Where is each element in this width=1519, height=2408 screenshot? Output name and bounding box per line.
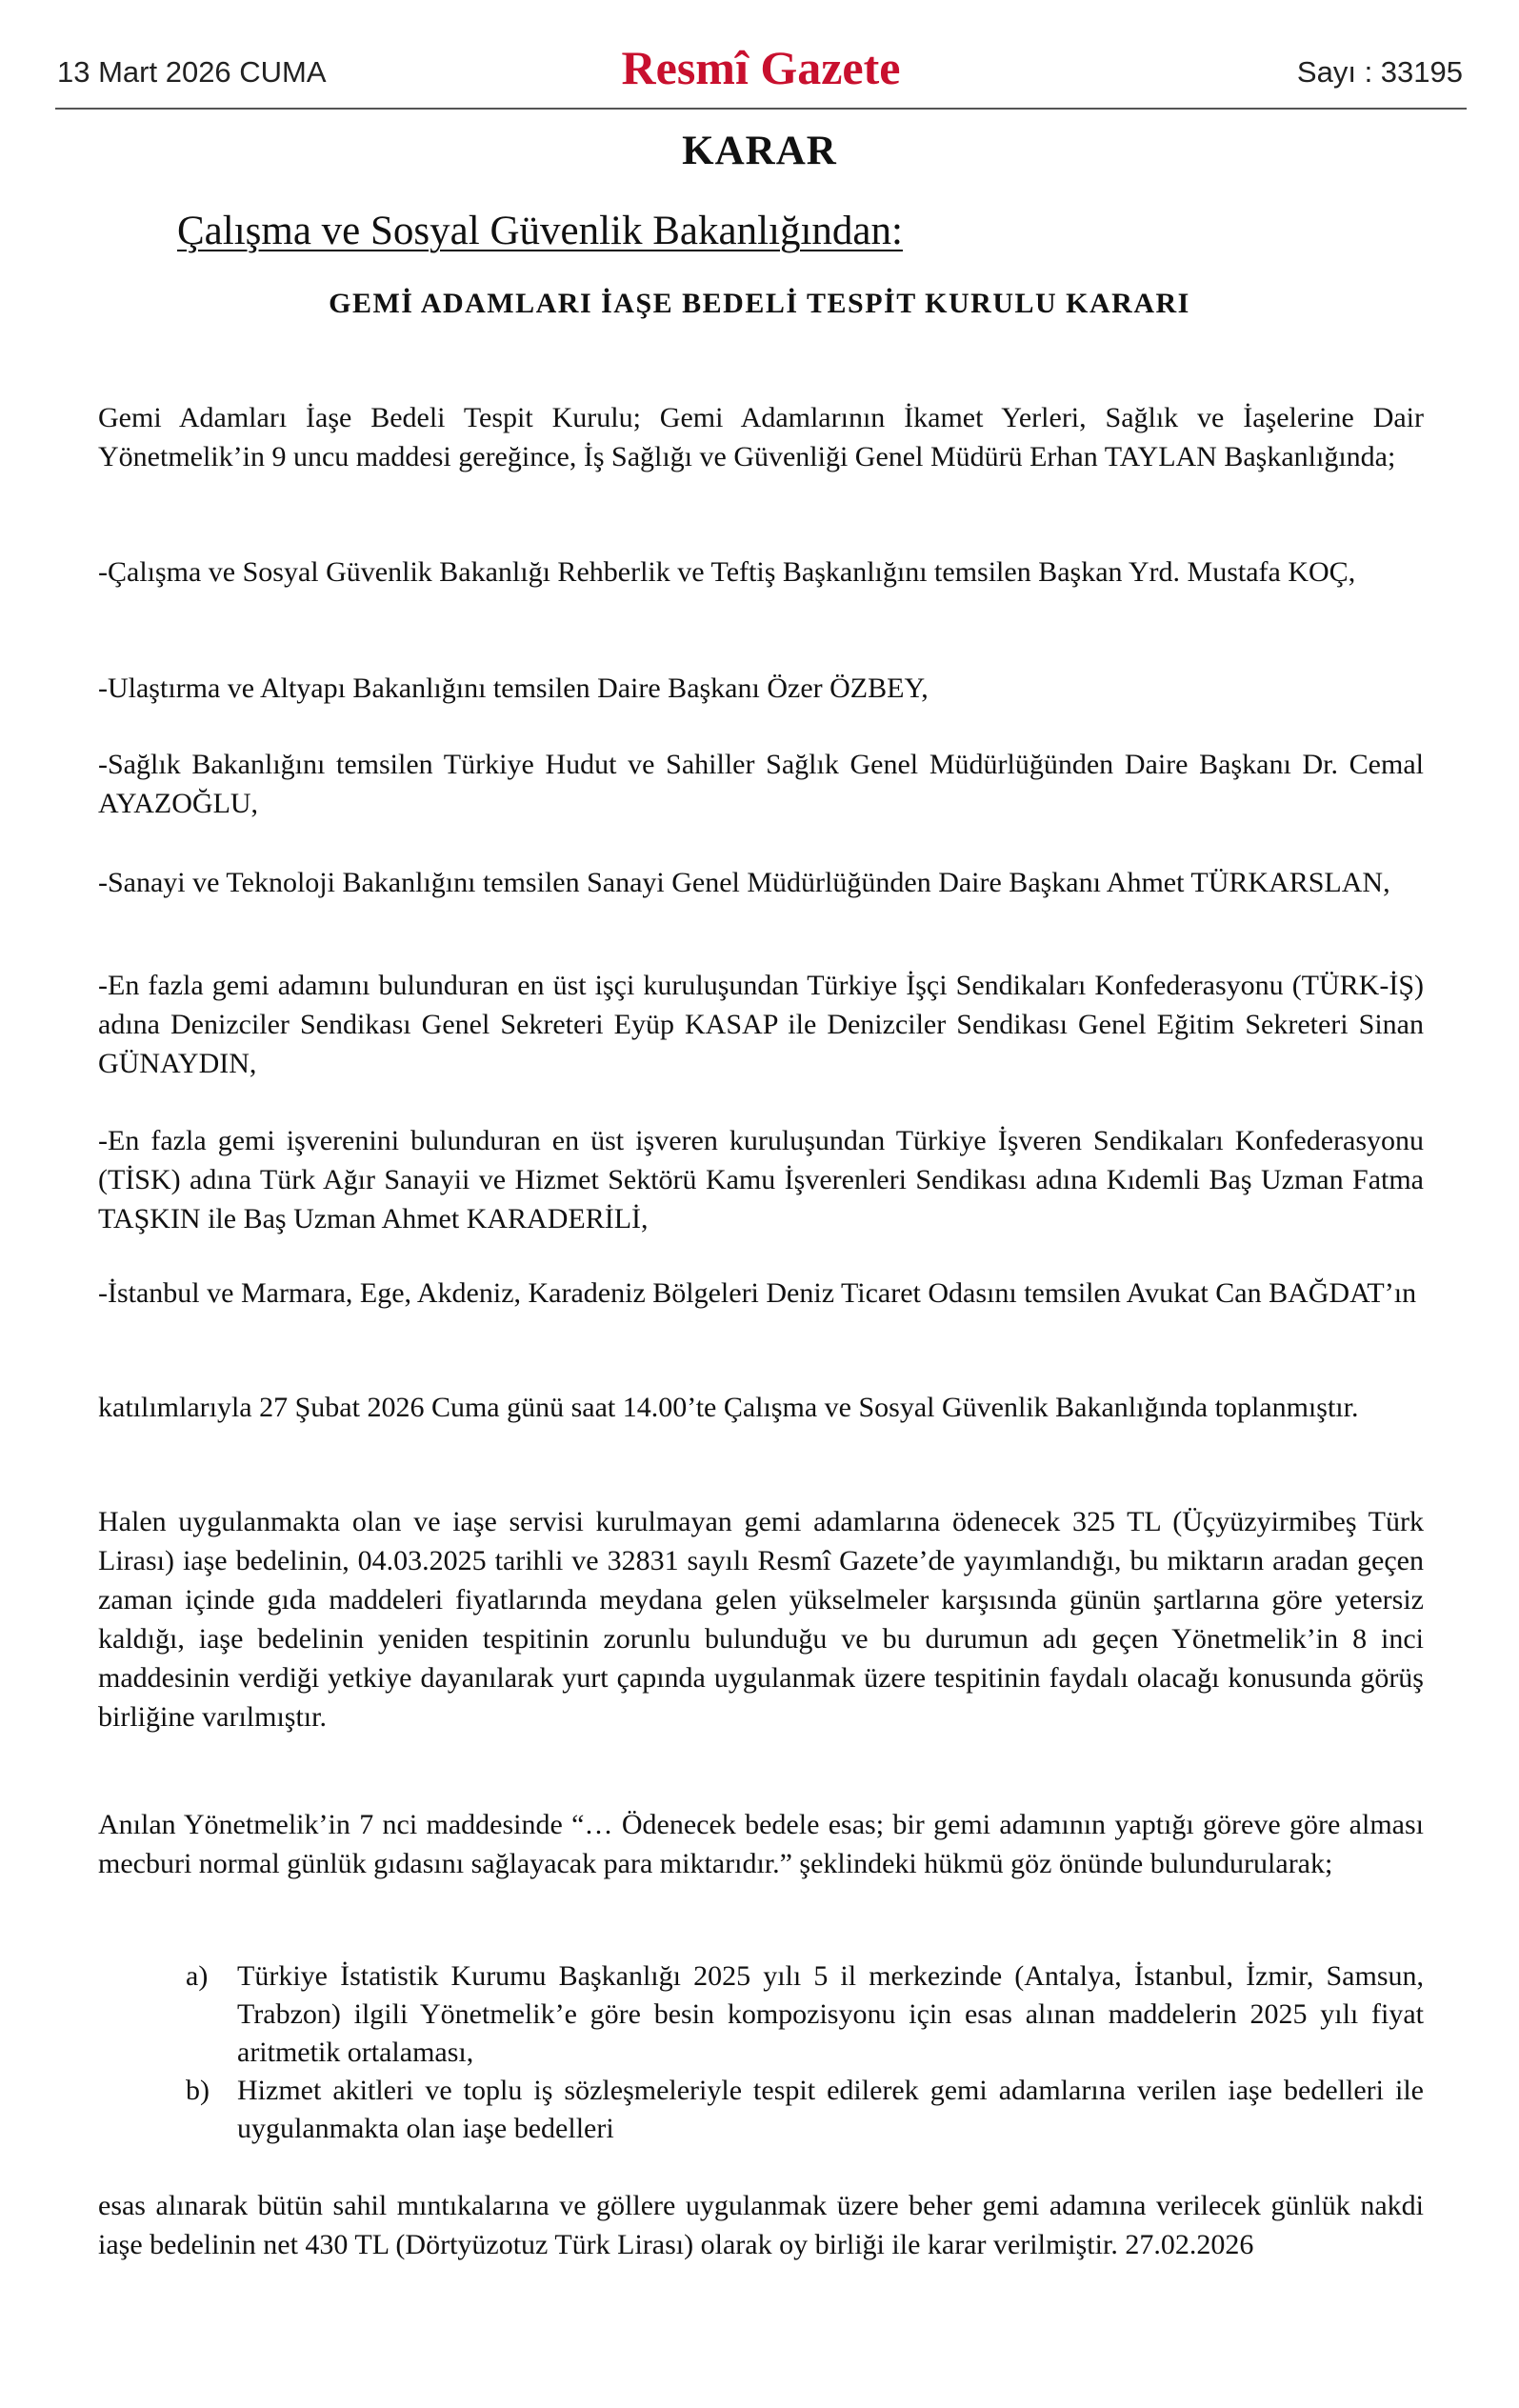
issue-number: Sayı : 33195 (1296, 55, 1463, 89)
header-divider (55, 108, 1467, 110)
criteria-list (98, 1957, 1424, 2148)
paragraph-member: -İstanbul ve Marmara, Ege, Akdeniz, Karadeniz Bölgeleri Deniz Ticaret Odasını temsilen Avukat Can BAĞDAT’ın (98, 1277, 1417, 1309)
paragraph-member: -Çalışma ve Sosyal Güvenlik Bakanlığı Rehberlik ve Teftiş Başkanlığını temsilen Başkan Yrd. Mustafa KOÇ, (98, 556, 1356, 588)
paragraph-member: -En fazla gemi adamını bulunduran en üst işçi kuruluşundan Türkiye İşçi Sendikaları Konfederasyonu (TÜRK-İŞ) adına Denizciler Sendikası Genel Sekreteri Eyüp KASAP ile Denizciler Sendikası Genel Eğitim Sekreteri Sinan GÜNAYDIN, (98, 970, 1424, 1079)
paragraph-intro: Gemi Adamları İaşe Bedeli Tespit Kurulu; Gemi Adamlarının İkamet Yerleri, Sağlık ve İaşelerine Dair Yönetmelik’in 9 uncu maddesi gereğince, İş Sağlığı ve Güvenliği Genel Müdürü Erhan TAYLAN Başkanlığında; (98, 402, 1424, 472)
paragraph-regulation: Anılan Yönetmelik’in 7 nci maddesinde “… Ödenecek bedele esas; bir gemi adamının yaptığı göreve göre alması mecburi normal günlük gıdasını sağlayacak para miktarıdır.” şeklindeki hükmü göz önünde bulundurularak; (98, 1809, 1424, 1879)
section-heading: KARAR (682, 129, 837, 173)
list-marker: b) (186, 2075, 210, 2106)
paragraph-background: Halen uygulanmakta olan ve iaşe servisi kurulmayan gemi adamlarına ödenecek 325 TL (Üçyüzyirmibeş Türk Lirası) iaşe bedelinin, 04.03.2025 tarihli ve 32831 sayılı Resmî Gazete’de yayımlandığı, bu miktarın aradan geçen zaman içinde gıda maddeleri fiyatlarında meydana gelen yükselmeler karşısında günün şartlarına göre yetersiz kaldığı, iaşe bedelinin yeniden tespitinin zorunlu bulunduğu ve bu durumun adı geçen Yönetmelik’in 8 inci maddesinin verdiği yetkiye dayanılarak yurt çapında uygulanmak üzere tespitinin faydalı olacağı konusunda görüş birliğine varılmıştır. (98, 1506, 1424, 1733)
list-item-text: Hizmet akitleri ve toplu iş sözleşmeleriyle tespit edilerek gemi adamlarına verilen iaşe bedelleri ile uygulanmakta olan iaşe bedelleri (237, 2075, 1424, 2144)
gazette-masthead: Resmî Gazete (621, 41, 901, 94)
paragraph-meeting: katılımlarıyla 27 Şubat 2026 Cuma günü saat 14.00’te Çalışma ve Sosyal Güvenlik Bakanlığında toplanmıştır. (98, 1392, 1359, 1423)
list-item-text: Türkiye İstatistik Kurumu Başkanlığı 2025 yılı 5 il merkezinde (Antalya, İstanbul, İzmir, Samsun, Trabzon) ilgili Yönetmelik’e göre besin kompozisyonu için esas alınan maddelerin 2025 yılı fiyat aritmetik ortalaması, (237, 1960, 1424, 2068)
paragraph-member: -En fazla gemi işverenini bulunduran en üst işveren kuruluşundan Türkiye İşveren Sendikaları Konfederasyonu (TİSK) adına Türk Ağır Sanayii ve Hizmet Sektörü Kamu İşverenleri Sendikası adına Kıdemli Baş Uzman Fatma TAŞKIN ile Baş Uzman Ahmet KARADERİLİ, (98, 1125, 1424, 1234)
issuing-ministry: Çalışma ve Sosyal Güvenlik Bakanlığından: (177, 209, 903, 253)
paragraph-decision: esas alınarak bütün sahil mıntıkalarına ve göllere uygulanmak üzere beher gemi adamına verilecek günlük nakdi iaşe bedelinin net 430 TL (Dörtyüzotuz Türk Lirası) olarak oy birliği ile karar verilmiştir. 27.02.2026 (98, 2190, 1424, 2260)
list-item (98, 1957, 1424, 2072)
paragraph-member: -Ulaştırma ve Altyapı Bakanlığını temsilen Daire Başkanı Özer ÖZBEY, (98, 672, 929, 704)
paragraph-member: -Sağlık Bakanlığını temsilen Türkiye Hudut ve Sahiller Sağlık Genel Müdürlüğünden Daire Başkanı Dr. Cemal AYAZOĞLU, (98, 749, 1424, 819)
list-item (98, 2072, 1424, 2148)
document-title: GEMİ ADAMLARI İAŞE BEDELİ TESPİT KURULU KARARI (329, 288, 1190, 319)
list-marker: a) (186, 1960, 209, 1992)
gazette-header (55, 36, 1467, 105)
issue-date: 13 Mart 2026 CUMA (57, 55, 327, 89)
paragraph-member: -Sanayi ve Teknoloji Bakanlığını temsilen Sanayi Genel Müdürlüğünden Daire Başkanı Ahmet TÜRKARSLAN, (98, 867, 1390, 898)
